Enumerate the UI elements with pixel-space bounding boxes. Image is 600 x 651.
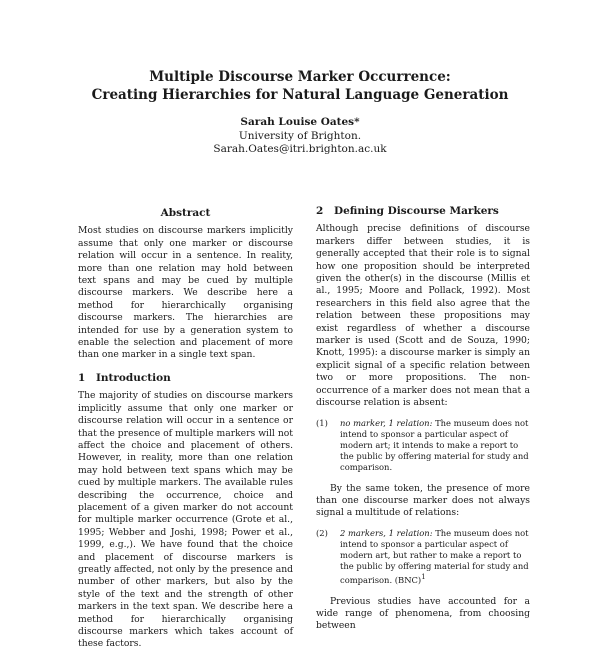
- footnote-marker: 1: [421, 572, 426, 581]
- right-column: [316, 205, 530, 633]
- example-body: [340, 418, 530, 473]
- abstract-text: Most studies on discourse markers implicitly assume that only one marker or discourse relation will occur in a sentence. In reality, more than one relation may hold between text spans and may be cued by multiple discourse markers. We describe here a method for hierarchically organising discourse markers. The hierarchies are intended for use by a generation system to enable the selection and placement of more than one marker in a single text span.: [78, 225, 293, 361]
- left-column: [78, 205, 293, 651]
- example-text: The museum does not intend to sponsor a particular aspect of modern art; it intends to make a report to the public by offering material for study and comparison.: [340, 417, 529, 472]
- example-body: [340, 528, 530, 586]
- section-title: Defining Discourse Markers: [334, 205, 499, 217]
- example-label: no marker, 1 relation:: [340, 417, 433, 428]
- paper-title: [0, 68, 600, 104]
- title-line-2: Creating Hierarchies for Natural Language Generation: [91, 87, 509, 103]
- section-heading-defining: [316, 205, 530, 217]
- author-email: Sarah.Oates@itri.brighton.ac.uk: [213, 143, 387, 155]
- defining-paragraph-1: Although precise definitions of discourse markers differ between studies, it is generally accepted that their role is to signal how one proposition should be interpreted given the other(s) in the discourse (Millis et al., 1995; Moore and Pollack, 1992). Most researchers in this field also agree that the relation between these propositions may exist regardless of whether a discourse marker is used (Scott and de Souza, 1990; Knott, 1995): a discourse marker is simply an explicit signal of a specific relation between two or more propositions. The non-occurrence of a marker does not mean that a discourse relation is absent:: [316, 223, 530, 409]
- author-affiliation: University of Brighton.: [238, 129, 362, 142]
- section-number: 1: [78, 371, 86, 384]
- section-title: Introduction: [96, 371, 171, 384]
- example-label: 2 markers, 1 relation:: [340, 527, 433, 538]
- author-block: [0, 116, 600, 157]
- example-text: The museum does not intend to sponsor a particular aspect of modern art, but rather to make a report to the public by offering material for study and comparison. (BNC): [340, 527, 529, 585]
- author-name: Sarah Louise Oates*: [240, 116, 360, 128]
- example-1: [316, 418, 530, 473]
- example-2: [316, 528, 530, 586]
- introduction-text: The majority of studies on discourse markers implicitly assume that only one marker or discourse relation will occur in a sentence or that the presence of multiple markers will not affect the choice and placement of others. However, in reality, more than one relation may hold between text spans which may be cued by multiple markers. The available rules describing the occurrence, choice and placement of a given marker do not account for multiple marker occurrence (Grote et al., 1995; Webber and Joshi, 1998; Power et al., 1999, e.g.,). We have found that the choice and placement of discourse markers is greatly affected, not only by the presence and number of other markers, but also by the style of the text and the strength of other markers in the text span. We describe here a method for hierarchically organising discourse markers which takes account of these factors.: [78, 390, 293, 650]
- title-line-1: Multiple Discourse Marker Occurrence:: [149, 69, 451, 85]
- section-number: 2: [316, 205, 324, 217]
- abstract-heading: Abstract: [160, 207, 211, 219]
- defining-paragraph-2: By the same token, the presence of more than one discourse marker does not always signal a multitude of relations:: [316, 482, 530, 519]
- section-heading-introduction: [78, 372, 293, 384]
- defining-paragraph-3: Previous studies have accounted for a wide range of phenomena, from choosing between: [316, 595, 530, 632]
- example-number: (2): [316, 527, 328, 538]
- example-number: (1): [316, 417, 328, 428]
